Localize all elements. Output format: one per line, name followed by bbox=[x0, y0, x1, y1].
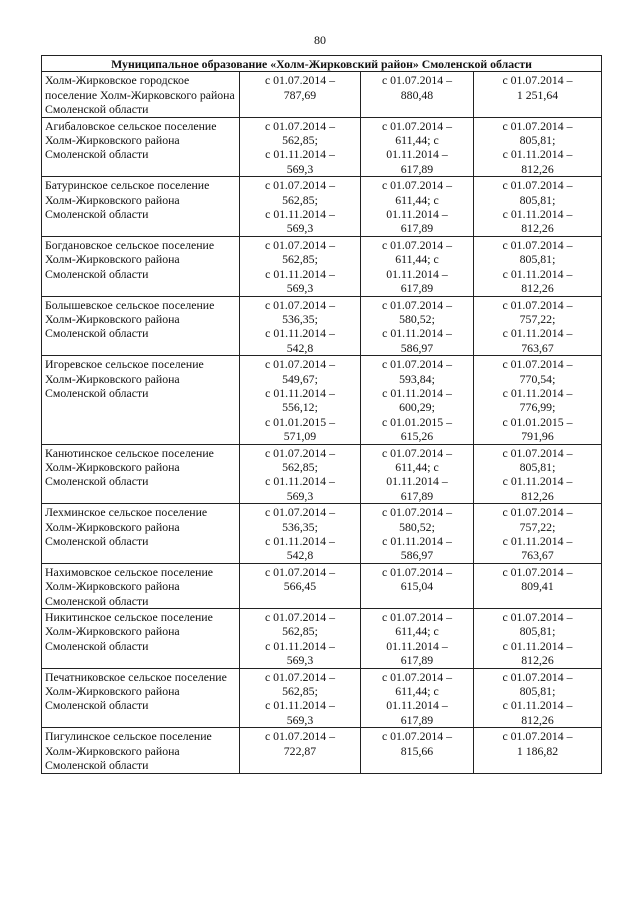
value-cell-col3 bbox=[474, 177, 602, 237]
value-line: 805,81; bbox=[519, 624, 556, 639]
value-line: 580,52; bbox=[399, 311, 435, 326]
value-cell-col3 bbox=[474, 504, 602, 564]
value-line: с 01.07.2014 – bbox=[381, 445, 453, 460]
settlement-name-cell: Никитинское сельское поселение Холм-Жирковского района Смоленской области bbox=[42, 609, 240, 669]
value-cell-col1 bbox=[240, 356, 361, 444]
value-line: 763,67 bbox=[521, 548, 554, 563]
value-line: 580,52; bbox=[399, 519, 435, 534]
value-line: с 01.07.2014 – bbox=[502, 445, 573, 460]
value-line: с 01.07.2014 – bbox=[264, 178, 336, 193]
table-row bbox=[42, 117, 602, 177]
value-line: с 01.01.2015 – bbox=[381, 414, 453, 429]
value-line: с 01.11.2014 – bbox=[382, 326, 452, 341]
value-line: 586,97 bbox=[400, 548, 434, 563]
value-line: 1 186,82 bbox=[516, 743, 559, 758]
value-cell-col2 bbox=[361, 117, 474, 177]
value-line: с 01.07.2014 – bbox=[264, 564, 336, 579]
table-row bbox=[42, 236, 602, 296]
value-line: 549,67; bbox=[282, 371, 318, 386]
settlement-name-cell: Игоревское сельское поселение Холм-Жирковского района Смоленской области bbox=[42, 356, 240, 444]
value-line: 586,97 bbox=[400, 340, 434, 355]
value-cell-col2 bbox=[361, 563, 474, 608]
value-line: 763,67 bbox=[521, 340, 554, 355]
value-line: с 01.11.2014 – bbox=[502, 638, 573, 653]
value-line: 571,09 bbox=[283, 429, 317, 444]
value-line: с 01.07.2014 – bbox=[502, 297, 573, 312]
value-line: с 01.07.2014 – bbox=[502, 669, 573, 684]
tariff-table bbox=[41, 55, 602, 774]
value-cell-col2 bbox=[361, 728, 474, 773]
value-cell-col2 bbox=[361, 177, 474, 237]
value-line: с 01.07.2014 – bbox=[264, 445, 336, 460]
value-line: 812,26 bbox=[521, 488, 554, 503]
table-row bbox=[42, 177, 602, 237]
value-line: с 01.07.2014 – bbox=[264, 118, 336, 133]
value-line: с 01.11.2014 – bbox=[502, 698, 573, 713]
value-cell-col1 bbox=[240, 72, 361, 117]
value-line: с 01.07.2014 – bbox=[381, 118, 453, 133]
value-line: 805,81; bbox=[519, 684, 556, 699]
value-line: 617,89 bbox=[400, 712, 434, 727]
table-row bbox=[42, 563, 602, 608]
value-line: 01.11.2014 – bbox=[386, 147, 448, 162]
value-line: 757,22; bbox=[519, 311, 556, 326]
settlement-name-cell: Лехминское сельское поселение Холм-Жирковского района Смоленской области bbox=[42, 504, 240, 564]
value-line: 569,3 bbox=[286, 281, 314, 296]
value-line: 01.11.2014 – bbox=[386, 474, 448, 489]
value-line: 562,85; bbox=[282, 133, 318, 148]
value-line: 562,85; bbox=[282, 459, 318, 474]
value-line: с 01.11.2014 – bbox=[502, 147, 573, 162]
settlement-name-cell: Пигулинское сельское поселение Холм-Жирковского района Смоленской области bbox=[42, 728, 240, 773]
table-row bbox=[42, 296, 602, 356]
value-line: 600,29; bbox=[399, 400, 435, 415]
value-cell-col3 bbox=[474, 72, 602, 117]
value-line: 617,89 bbox=[400, 281, 434, 296]
value-cell-col1 bbox=[240, 117, 361, 177]
value-line: 805,81; bbox=[519, 459, 556, 474]
value-cell-col3 bbox=[474, 236, 602, 296]
value-line: 556,12; bbox=[282, 400, 318, 415]
settlement-name-cell: Нахимовское сельское поселение Холм-Жирковского района Смоленской области bbox=[42, 563, 240, 608]
value-line: 880,48 bbox=[400, 87, 434, 102]
value-cell-col1 bbox=[240, 668, 361, 728]
value-line: с 01.07.2014 – bbox=[502, 564, 573, 579]
value-line: с 01.11.2014 – bbox=[502, 266, 573, 281]
value-line: 611,44; с bbox=[395, 133, 439, 148]
value-cell-col3 bbox=[474, 609, 602, 669]
value-line: с 01.11.2014 – bbox=[502, 534, 573, 548]
value-cell-col1 bbox=[240, 177, 361, 237]
value-cell-col3 bbox=[474, 563, 602, 608]
value-line: 611,44; с bbox=[395, 684, 439, 699]
value-line: с 01.07.2014 – bbox=[264, 73, 336, 88]
value-line: 809,41 bbox=[521, 579, 554, 594]
value-cell-col2 bbox=[361, 236, 474, 296]
value-line: с 01.01.2015 – bbox=[502, 414, 573, 429]
value-line: с 01.07.2014 – bbox=[381, 564, 453, 579]
value-line: с 01.11.2014 – bbox=[265, 147, 335, 162]
value-line: 722,87 bbox=[283, 743, 317, 758]
value-line: 791,96 bbox=[521, 429, 554, 444]
value-line: 776,99; bbox=[519, 400, 556, 415]
value-line: 562,85; bbox=[282, 624, 318, 639]
value-line: 805,81; bbox=[519, 252, 556, 267]
value-line: 569,3 bbox=[286, 221, 314, 236]
value-line: с 01.07.2014 – bbox=[381, 610, 453, 625]
page-number: 80 bbox=[314, 33, 326, 47]
value-line: с 01.11.2014 – bbox=[502, 326, 573, 341]
value-line: с 01.07.2014 – bbox=[264, 669, 336, 684]
value-line: с 01.07.2014 – bbox=[381, 669, 453, 684]
table-row bbox=[42, 72, 602, 117]
value-line: с 01.07.2014 – bbox=[502, 73, 573, 88]
settlement-name-cell: Батуринское сельское поселение Холм-Жирковского района Смоленской области bbox=[42, 177, 240, 237]
value-line: 569,3 bbox=[286, 653, 314, 668]
value-line: 536,35; bbox=[282, 311, 318, 326]
settlement-name-cell: Канютинское сельское поселение Холм-Жирковского района Смоленской области bbox=[42, 444, 240, 504]
value-line: с 01.07.2014 – bbox=[381, 297, 453, 312]
value-line: с 01.07.2014 – bbox=[502, 178, 573, 193]
value-line: 812,26 bbox=[521, 161, 554, 176]
value-cell-col1 bbox=[240, 728, 361, 773]
value-line: 569,3 bbox=[286, 161, 314, 176]
value-cell-col1 bbox=[240, 444, 361, 504]
value-line: 812,26 bbox=[521, 653, 554, 668]
value-cell-col3 bbox=[474, 728, 602, 773]
value-line: 812,26 bbox=[521, 221, 554, 236]
value-line: с 01.07.2014 – bbox=[264, 729, 336, 744]
value-line: с 01.01.2015 – bbox=[264, 414, 336, 429]
value-line: с 01.11.2014 – bbox=[265, 474, 335, 489]
value-line: с 01.07.2014 – bbox=[264, 610, 336, 625]
value-line: 542,8 bbox=[286, 340, 314, 355]
value-line: с 01.11.2014 – bbox=[382, 385, 452, 400]
value-line: с 01.07.2014 – bbox=[502, 357, 573, 372]
value-line: 611,44; с bbox=[395, 192, 439, 207]
value-line: 611,44; с bbox=[395, 252, 439, 267]
value-line: 566,45 bbox=[283, 579, 317, 594]
value-line: 812,26 bbox=[521, 712, 554, 727]
value-cell-col3 bbox=[474, 296, 602, 356]
value-line: 815,66 bbox=[400, 743, 434, 758]
value-line: 812,26 bbox=[521, 281, 554, 296]
value-line: с 01.11.2014 – bbox=[265, 207, 335, 222]
value-line: с 01.11.2014 – bbox=[265, 266, 335, 281]
value-line: с 01.07.2014 – bbox=[381, 73, 453, 88]
value-cell-col2 bbox=[361, 356, 474, 444]
value-line: с 01.11.2014 – bbox=[265, 326, 335, 341]
value-cell-col1 bbox=[240, 563, 361, 608]
value-line: с 01.11.2014 – bbox=[502, 207, 573, 222]
value-line: 770,54; bbox=[519, 371, 556, 386]
value-line: с 01.11.2014 – bbox=[265, 698, 335, 713]
value-line: с 01.11.2014 – bbox=[502, 385, 573, 400]
table-row bbox=[42, 444, 602, 504]
value-line: с 01.07.2014 – bbox=[381, 237, 453, 252]
value-cell-col1 bbox=[240, 236, 361, 296]
value-line: с 01.07.2014 – bbox=[502, 237, 573, 252]
value-line: с 01.07.2014 – bbox=[381, 505, 453, 520]
value-line: 615,26 bbox=[400, 429, 434, 444]
value-line: 01.11.2014 – bbox=[386, 638, 448, 653]
value-cell-col1 bbox=[240, 296, 361, 356]
value-cell-col2 bbox=[361, 296, 474, 356]
value-line: с 01.07.2014 – bbox=[264, 297, 336, 312]
value-line: 562,85; bbox=[282, 252, 318, 267]
value-line: с 01.07.2014 – bbox=[381, 729, 453, 744]
settlement-name-cell: Богдановское сельское поселение Холм-Жирковского района Смоленской области bbox=[42, 236, 240, 296]
value-line: 617,89 bbox=[400, 221, 434, 236]
value-line: 562,85; bbox=[282, 684, 318, 699]
value-line: с 01.07.2014 – bbox=[264, 237, 336, 252]
value-cell-col2 bbox=[361, 444, 474, 504]
value-line: с 01.07.2014 – bbox=[264, 505, 336, 520]
value-line: 01.11.2014 – bbox=[386, 698, 448, 713]
table-row bbox=[42, 609, 602, 669]
value-line: 611,44; с bbox=[395, 624, 439, 639]
value-line: 617,89 bbox=[400, 488, 434, 503]
value-line: 01.11.2014 – bbox=[386, 266, 448, 281]
value-line: с 01.11.2014 – bbox=[265, 385, 335, 400]
settlement-name-cell: Холм-Жирковское городское поселение Холм-Жирковского района Смоленской области bbox=[42, 72, 240, 117]
value-cell-col3 bbox=[474, 117, 602, 177]
value-line: 01.11.2014 – bbox=[386, 207, 448, 222]
value-line: с 01.07.2014 – bbox=[502, 505, 573, 520]
settlement-name-cell: Печатниковское сельское поселение Холм-Жирковского района Смоленской области bbox=[42, 668, 240, 728]
value-cell-col1 bbox=[240, 609, 361, 669]
table-row bbox=[42, 356, 602, 444]
value-line: 593,84; bbox=[399, 371, 435, 386]
settlement-name-cell: Агибаловское сельское поселение Холм-Жирковского района Смоленской области bbox=[42, 117, 240, 177]
value-line: 787,69 bbox=[283, 87, 317, 102]
table-title: Муниципальное образование «Холм-Жирковский район» Смоленской области bbox=[42, 56, 602, 72]
value-line: с 01.07.2014 – bbox=[502, 729, 573, 744]
value-line: 617,89 bbox=[400, 653, 434, 668]
value-line: 805,81; bbox=[519, 192, 556, 207]
value-cell-col2 bbox=[361, 668, 474, 728]
value-cell-col2 bbox=[361, 609, 474, 669]
value-line: 757,22; bbox=[519, 519, 556, 534]
value-line: 569,3 bbox=[286, 712, 314, 727]
value-line: с 01.11.2014 – bbox=[382, 534, 452, 548]
value-cell-col2 bbox=[361, 72, 474, 117]
settlement-name-cell: Болышевское сельское поселение Холм-Жирковского района Смоленской области bbox=[42, 296, 240, 356]
value-line: с 01.11.2014 – bbox=[265, 638, 335, 653]
table-row bbox=[42, 668, 602, 728]
value-line: 569,3 bbox=[286, 488, 314, 503]
value-line: с 01.07.2014 – bbox=[381, 357, 453, 372]
value-line: 805,81; bbox=[519, 133, 556, 148]
value-line: с 01.07.2014 – bbox=[264, 357, 336, 372]
value-cell-col1 bbox=[240, 504, 361, 564]
value-line: 562,85; bbox=[282, 192, 318, 207]
value-line: с 01.11.2014 – bbox=[265, 534, 335, 548]
value-line: 611,44; с bbox=[395, 459, 439, 474]
value-cell-col3 bbox=[474, 668, 602, 728]
value-line: с 01.11.2014 – bbox=[502, 474, 573, 489]
value-line: 1 251,64 bbox=[516, 87, 559, 102]
value-line: с 01.07.2014 – bbox=[381, 178, 453, 193]
table-row bbox=[42, 728, 602, 773]
value-cell-col2 bbox=[361, 504, 474, 564]
value-line: 536,35; bbox=[282, 519, 318, 534]
value-line: с 01.07.2014 – bbox=[502, 610, 573, 625]
value-line: 542,8 bbox=[286, 548, 314, 563]
value-cell-col3 bbox=[474, 356, 602, 444]
value-cell-col3 bbox=[474, 444, 602, 504]
value-line: с 01.07.2014 – bbox=[502, 118, 573, 133]
table-row bbox=[42, 504, 602, 564]
value-line: 617,89 bbox=[400, 161, 434, 176]
value-line: 615,04 bbox=[400, 579, 434, 594]
table-title-row bbox=[42, 56, 602, 72]
